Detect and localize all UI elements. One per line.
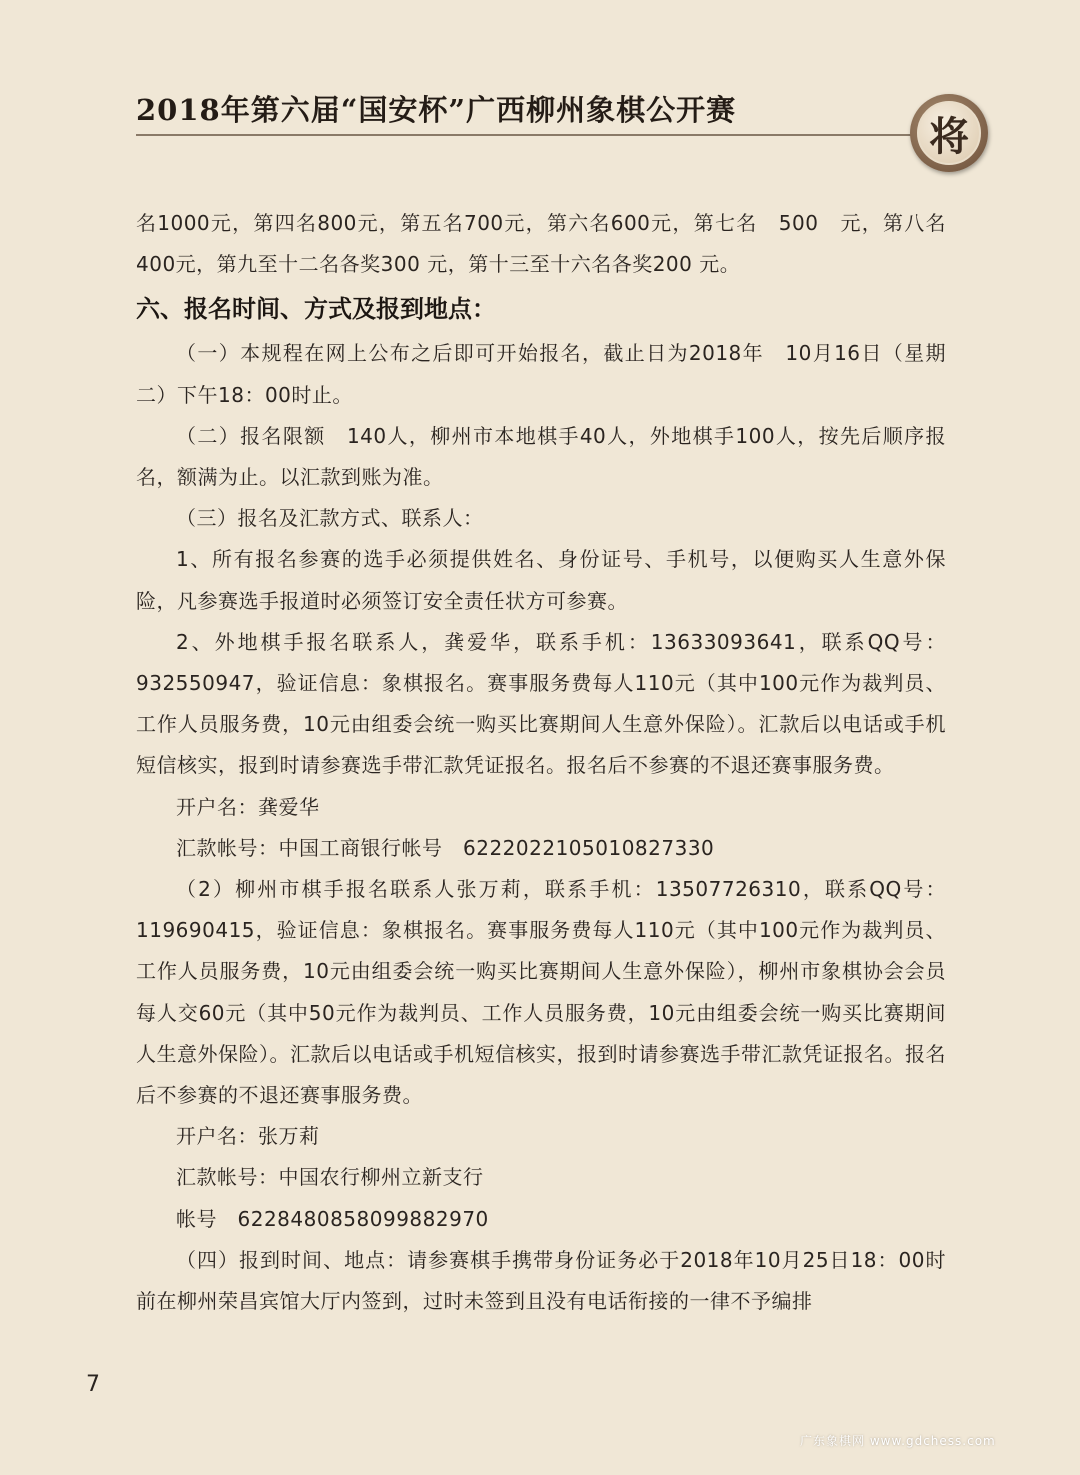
- header-title: 2018年第六届“国安杯”广西柳州象棋公开赛: [136, 93, 737, 127]
- paragraph-liuzhou-players-contact: （2）柳州市棋手报名联系人张万莉，联系手机：13507726310，联系QQ号：119690415，验证信息：象棋报名。赛事服务费每人110元（其中100元作为裁判员、工作人员服务费，10元由组委会统一购买比赛期间人生意外保险），柳州市象棋协会会员每人交60元（其中50元作为裁判员、工作人员服务费，10元由组委会统一购买比赛期间人生意外保险）。汇款后以电话或手机短信核实，报到时请参赛选手带汇款凭证报名。报名后不参赛的不退还赛事服务费。: [136, 877, 946, 1108]
- account-number-icbc: 汇款帐号：中国工商银行帐号 6222022105010827330: [176, 835, 715, 860]
- paragraph-insurance-requirement: 1、所有报名参赛的选手必须提供姓名、身份证号、手机号，以便购买人生意外保险，凡参赛选手报道时必须签订安全责任状方可参赛。: [136, 547, 946, 613]
- account-bank-abc: 汇款帐号：中国农行柳州立新支行: [176, 1165, 484, 1190]
- watermark: 广东象棋网 www.gdchess.com: [800, 1434, 996, 1448]
- paragraph-registration-quota: （二）报名限额 140人，柳州市本地棋手40人，外地棋手100人，按先后顺序报名，额满为止。以汇款到账为准。: [136, 423, 946, 490]
- paragraph-check-in: （四）报到时间、地点：请参赛棋手携带身份证务必于2018年10月25日18：00时前在柳州荣昌宾馆大厅内签到，过时未签到且没有电话衔接的一律不予编排: [136, 1247, 946, 1314]
- chess-piece-seal-character: 将: [917, 101, 981, 165]
- section-heading-registration: 六、报名时间、方式及报到地点：: [136, 295, 496, 324]
- paragraph-prize-continued: 名1000元，第四名800元，第五名700元，第六名600元，第七名 500 元，第八名400元，第九至十二名各奖300 元，第十三至十六名各奖200 元。: [136, 211, 946, 277]
- paragraph-registration-deadline: （一）本规程在网上公布之后即可开始报名，截止日为2018年 10月16日（星期二）下午18：00时止。: [136, 341, 946, 407]
- chess-piece-seal: [910, 94, 988, 172]
- paragraph-outside-players-contact: 2、外地棋手报名联系人，龚爱华，联系手机：13633093641，联系QQ号：932550947，验证信息：象棋报名。赛事服务费每人110元（其中100元作为裁判员、工作人员服务费，10元由组委会统一购买比赛期间人生意外保险）。汇款后以电话或手机短信核实，报到时请参赛选手带汇款凭证报名。报名后不参赛的不退还赛事服务费。: [136, 629, 946, 778]
- account-number-abc: 帐号 6228480858099882970: [176, 1206, 489, 1231]
- paragraph-payment-method-heading: （三）报名及汇款方式、联系人：: [176, 506, 484, 531]
- account-name-zhang: 开户名：张万莉: [176, 1124, 320, 1149]
- account-name-gong: 开户名：龚爱华: [176, 794, 320, 819]
- page-number: 7: [86, 1372, 100, 1397]
- header-rule: [136, 134, 926, 136]
- body-content: [136, 203, 946, 1322]
